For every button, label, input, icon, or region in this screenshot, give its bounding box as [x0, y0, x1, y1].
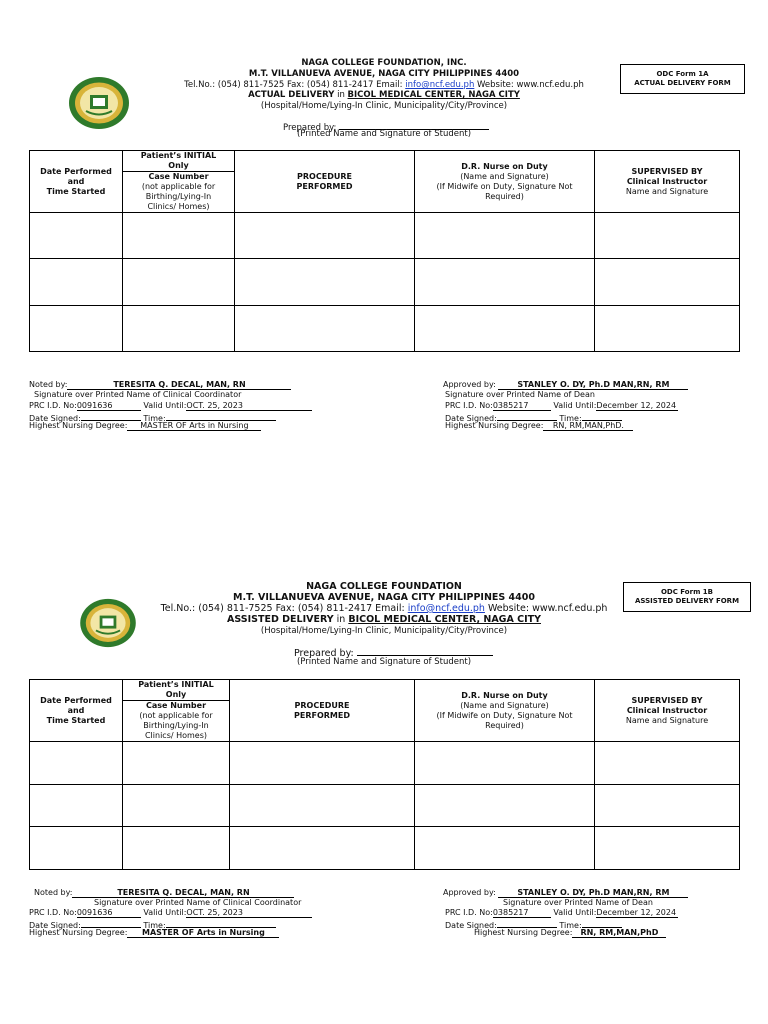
valid-label: Valid Until: [553, 401, 597, 410]
email-link[interactable]: info@ncf.edu.ph [407, 603, 485, 614]
table-cell[interactable] [123, 306, 235, 352]
table-cell[interactable] [123, 213, 235, 259]
table-header-row [30, 151, 740, 213]
table-cell[interactable] [595, 213, 740, 259]
col-supervised-l1: SUPERVISED BY [631, 695, 703, 705]
approved-valid: December 12, 2024 [596, 908, 678, 918]
noted-prc-row [29, 908, 312, 918]
hospital-note: (Hospital/Home/Lying-In Clinic, Municipality/City/Province) [260, 626, 508, 636]
col-supervised-l3: Name and Signature [625, 715, 709, 725]
table-cell[interactable] [415, 785, 595, 827]
col-patient-l1: Patient’s INITIAL [140, 151, 217, 160]
col-date-l1: Date Performed [40, 166, 112, 176]
noted-by-name: TERESITA Q. DECAL, MAN, RN [67, 380, 291, 390]
noted-by-row [34, 888, 294, 898]
degree-label: Highest Nursing Degree: [29, 421, 128, 430]
col-nurse-l1: D.R. Nurse on Duty [461, 690, 548, 700]
noted-time-line[interactable] [166, 918, 276, 928]
col-nurse-l4: Required) [485, 191, 524, 201]
table-header-row [30, 680, 740, 742]
noted-by-caption: Signature over Printed Name of Clinical Coordinator [34, 390, 242, 399]
table-cell[interactable] [595, 306, 740, 352]
delivery-line [214, 90, 554, 101]
col-case-l1: Case Number [148, 172, 209, 181]
table-cell[interactable] [235, 213, 415, 259]
table-row [30, 306, 740, 352]
col-date-l3: Time Started [46, 715, 106, 725]
time-label: Time: [143, 414, 166, 423]
col-nurse-l4: Required) [485, 720, 524, 730]
col-patient-block [123, 151, 234, 172]
website-text: Website: www.ncf.edu.ph [484, 603, 608, 614]
col-case-l2: (not applicable for [139, 711, 213, 720]
hospital-name: BICOL MEDICAL CENTER, NAGA CITY [348, 614, 541, 625]
table-cell[interactable] [415, 213, 595, 259]
table-cell[interactable] [595, 827, 740, 870]
approved-degree: RN, RM,MAN,PhD. [543, 421, 633, 431]
noted-date-line[interactable] [81, 918, 141, 928]
table-row [30, 742, 740, 785]
col-supervised-l2: Clinical Instructor [626, 705, 708, 715]
col-case-l1: Case Number [145, 701, 207, 710]
approved-date-line[interactable] [497, 918, 557, 928]
approved-degree: RN, RM,MAN,PhD [572, 928, 666, 938]
approved-by-name: STANLEY O. DY, Ph.D MAN,RN, RM [498, 888, 688, 898]
school-name: NAGA COLLEGE FOUNDATION, INC. [301, 58, 467, 68]
approved-prc: 0385217 [493, 401, 551, 411]
col-procedure-header [235, 151, 415, 213]
email-link[interactable]: info@ncf.edu.ph [405, 80, 475, 90]
col-supervised-header [595, 151, 740, 213]
col-date-l2: and [67, 176, 85, 186]
table-cell[interactable] [415, 827, 595, 870]
noted-by-label: Noted by: [34, 888, 73, 897]
approved-prc-row [445, 401, 678, 411]
college-seal-logo [78, 598, 138, 648]
degree-label: Highest Nursing Degree: [474, 928, 573, 937]
col-patient-block [123, 680, 229, 701]
website-text: Website: www.ncf.edu.ph [474, 80, 584, 90]
delivery-table [29, 679, 740, 870]
col-case-l4: Clinics/ Homes) [147, 202, 210, 211]
approved-time-line[interactable] [582, 918, 622, 928]
valid-label: Valid Until: [553, 908, 597, 917]
noted-by-label: Noted by: [29, 380, 68, 389]
prepared-by-label: Prepared by: [294, 648, 354, 659]
time-label: Time: [143, 921, 166, 930]
noted-degree-row [29, 421, 261, 431]
col-procedure-l1: PROCEDURE [297, 171, 352, 181]
approved-by-caption: Signature over Printed Name of Dean [503, 898, 653, 907]
approved-degree-row [445, 421, 633, 431]
table-cell[interactable] [595, 785, 740, 827]
in-word: in [334, 90, 348, 100]
prc-label: PRC I.D. No: [445, 908, 493, 917]
time-label: Time: [559, 414, 582, 423]
date-signed-label: Date Signed: [445, 921, 497, 930]
col-nurse-l1: D.R. Nurse on Duty [461, 161, 548, 171]
col-date-l2: and [67, 705, 85, 715]
delivery-line [199, 614, 569, 626]
table-cell[interactable] [123, 785, 230, 827]
table-cell[interactable] [30, 213, 123, 259]
degree-label: Highest Nursing Degree: [445, 421, 544, 430]
col-patient-header [123, 151, 235, 213]
valid-label: Valid Until: [143, 401, 187, 410]
col-date-header [30, 680, 123, 742]
date-signed-label: Date Signed: [29, 414, 81, 423]
contact-text: Tel.No.: (054) 811-7525 Fax: (054) 811-2417 Email: [184, 80, 406, 90]
prepared-by-note: (Printed Name and Signature of Student) [296, 657, 472, 667]
table-cell[interactable] [595, 742, 740, 785]
approved-valid: December 12, 2024 [596, 401, 678, 411]
noted-valid: OCT. 25, 2023 [186, 401, 312, 411]
hospital-name: BICOL MEDICAL CENTER, NAGA CITY [347, 90, 520, 100]
prepared-by-label: Prepared by: [283, 123, 337, 133]
col-supervised-l3: Name and Signature [625, 186, 709, 196]
noted-degree-row [29, 928, 279, 938]
approved-by-row [443, 380, 688, 390]
col-supervised-l1: SUPERVISED BY [631, 166, 703, 176]
col-procedure-l2: PERFORMED [296, 181, 353, 191]
noted-degree: MASTER OF Arts in Nursing [127, 421, 261, 431]
table-cell[interactable] [123, 827, 230, 870]
approved-time-line[interactable] [582, 411, 622, 421]
noted-by-caption: Signature over Printed Name of Clinical Coordinator [94, 898, 302, 907]
table-cell[interactable] [123, 259, 235, 306]
table-cell[interactable] [235, 259, 415, 306]
school-address: M.T. VILLANUEVA AVENUE, NAGA CITY PHILIPPINES 4400 [248, 69, 520, 79]
approved-date-line[interactable] [497, 411, 557, 421]
col-nurse-l2: (Name and Signature) [460, 171, 549, 181]
form-code-box [623, 582, 751, 612]
table-cell[interactable] [30, 306, 123, 352]
noted-date-line[interactable] [81, 411, 141, 421]
col-nurse-header [415, 680, 595, 742]
form-code-box [620, 64, 745, 94]
college-seal-logo [68, 76, 130, 130]
table-cell[interactable] [230, 785, 415, 827]
noted-time-line[interactable] [166, 411, 276, 421]
col-date-l1: Date Performed [40, 695, 112, 705]
hospital-note: (Hospital/Home/Lying-In Clinic, Municipality/City/Province) [260, 101, 508, 111]
table-cell[interactable] [123, 742, 230, 785]
noted-degree: MASTER OF Arts in Nursing [127, 928, 279, 938]
noted-prc: 0091636 [77, 401, 141, 411]
noted-valid: OCT. 25, 2023 [186, 908, 312, 918]
date-signed-label: Date Signed: [29, 921, 81, 930]
col-patient-header [123, 680, 230, 742]
table-cell[interactable] [30, 742, 123, 785]
degree-label: Highest Nursing Degree: [29, 928, 128, 937]
col-nurse-l3: (If Midwife on Duty, Signature Not [436, 181, 573, 191]
prepared-by-note: (Printed Name and Signature of Student) [296, 129, 472, 139]
approved-by-name: STANLEY O. DY, Ph.D MAN,RN, RM [498, 380, 688, 390]
table-cell[interactable] [415, 259, 595, 306]
prc-label: PRC I.D. No: [29, 908, 77, 917]
col-nurse-l2: (Name and Signature) [460, 700, 549, 710]
noted-by-name: TERESITA Q. DECAL, MAN, RN [72, 888, 294, 898]
table-cell[interactable] [595, 259, 740, 306]
table-row [30, 785, 740, 827]
form-code: ODC Form 1A [656, 70, 709, 78]
col-nurse-header [415, 151, 595, 213]
time-label: Time: [559, 921, 582, 930]
table-row [30, 827, 740, 870]
school-address: M.T. VILLANUEVA AVENUE, NAGA CITY PHILIPPINES 4400 [233, 592, 535, 603]
approved-by-label: Approved by: [443, 380, 496, 389]
col-procedure-l1: PROCEDURE [294, 700, 350, 710]
col-date-l3: Time Started [46, 186, 106, 196]
col-case-l3: Birthing/Lying-In [145, 192, 212, 201]
table-cell[interactable] [30, 785, 123, 827]
prc-label: PRC I.D. No: [445, 401, 493, 410]
prc-label: PRC I.D. No: [29, 401, 77, 410]
col-nurse-l3: (If Midwife on Duty, Signature Not [436, 710, 573, 720]
col-supervised-header [595, 680, 740, 742]
contact-text: Tel.No.: (054) 811-7525 Fax: (054) 811-2417 Email: [160, 603, 408, 614]
form-title: ASSISTED DELIVERY FORM [634, 597, 740, 605]
delivery-table [29, 150, 740, 352]
table-row [30, 259, 740, 306]
col-case-l4: Clinics/ Homes) [144, 731, 208, 740]
col-supervised-l2: Clinical Instructor [626, 176, 708, 186]
table-row [30, 213, 740, 259]
col-case-l2: (not applicable for [141, 182, 216, 191]
noted-prc-row [29, 401, 312, 411]
approved-by-label: Approved by: [443, 888, 496, 897]
approved-prc: 0385217 [493, 908, 551, 918]
approved-prc-row [445, 908, 678, 918]
approved-by-caption: Signature over Printed Name of Dean [445, 390, 595, 399]
form-title: ACTUAL DELIVERY FORM [634, 79, 731, 87]
col-date-header [30, 151, 123, 213]
table-cell[interactable] [235, 306, 415, 352]
col-patient-l2: Only [165, 690, 187, 699]
col-procedure-l2: PERFORMED [294, 710, 350, 720]
date-signed-label: Date Signed: [445, 414, 497, 423]
delivery-type: ACTUAL DELIVERY [248, 90, 335, 100]
form-code: ODC Form 1B [660, 588, 714, 596]
table-cell[interactable] [30, 259, 123, 306]
col-procedure-header [230, 680, 415, 742]
col-patient-l1: Patient’s INITIAL [138, 680, 214, 689]
delivery-type: ASSISTED DELIVERY [227, 614, 334, 625]
table-cell[interactable] [230, 827, 415, 870]
approved-by-row [443, 888, 688, 898]
table-cell[interactable] [415, 306, 595, 352]
noted-by-row [29, 380, 291, 390]
prepared-by-line[interactable] [357, 646, 493, 656]
school-name: NAGA COLLEGE FOUNDATION [306, 581, 462, 592]
approved-degree-row [474, 928, 666, 938]
table-cell[interactable] [415, 742, 595, 785]
table-cell[interactable] [30, 827, 123, 870]
table-cell[interactable] [230, 742, 415, 785]
col-patient-l2: Only [168, 161, 189, 170]
col-case-l3: Birthing/Lying-In [143, 721, 209, 730]
noted-prc: 0091636 [77, 908, 141, 918]
valid-label: Valid Until: [143, 908, 187, 917]
in-word: in [333, 614, 349, 625]
